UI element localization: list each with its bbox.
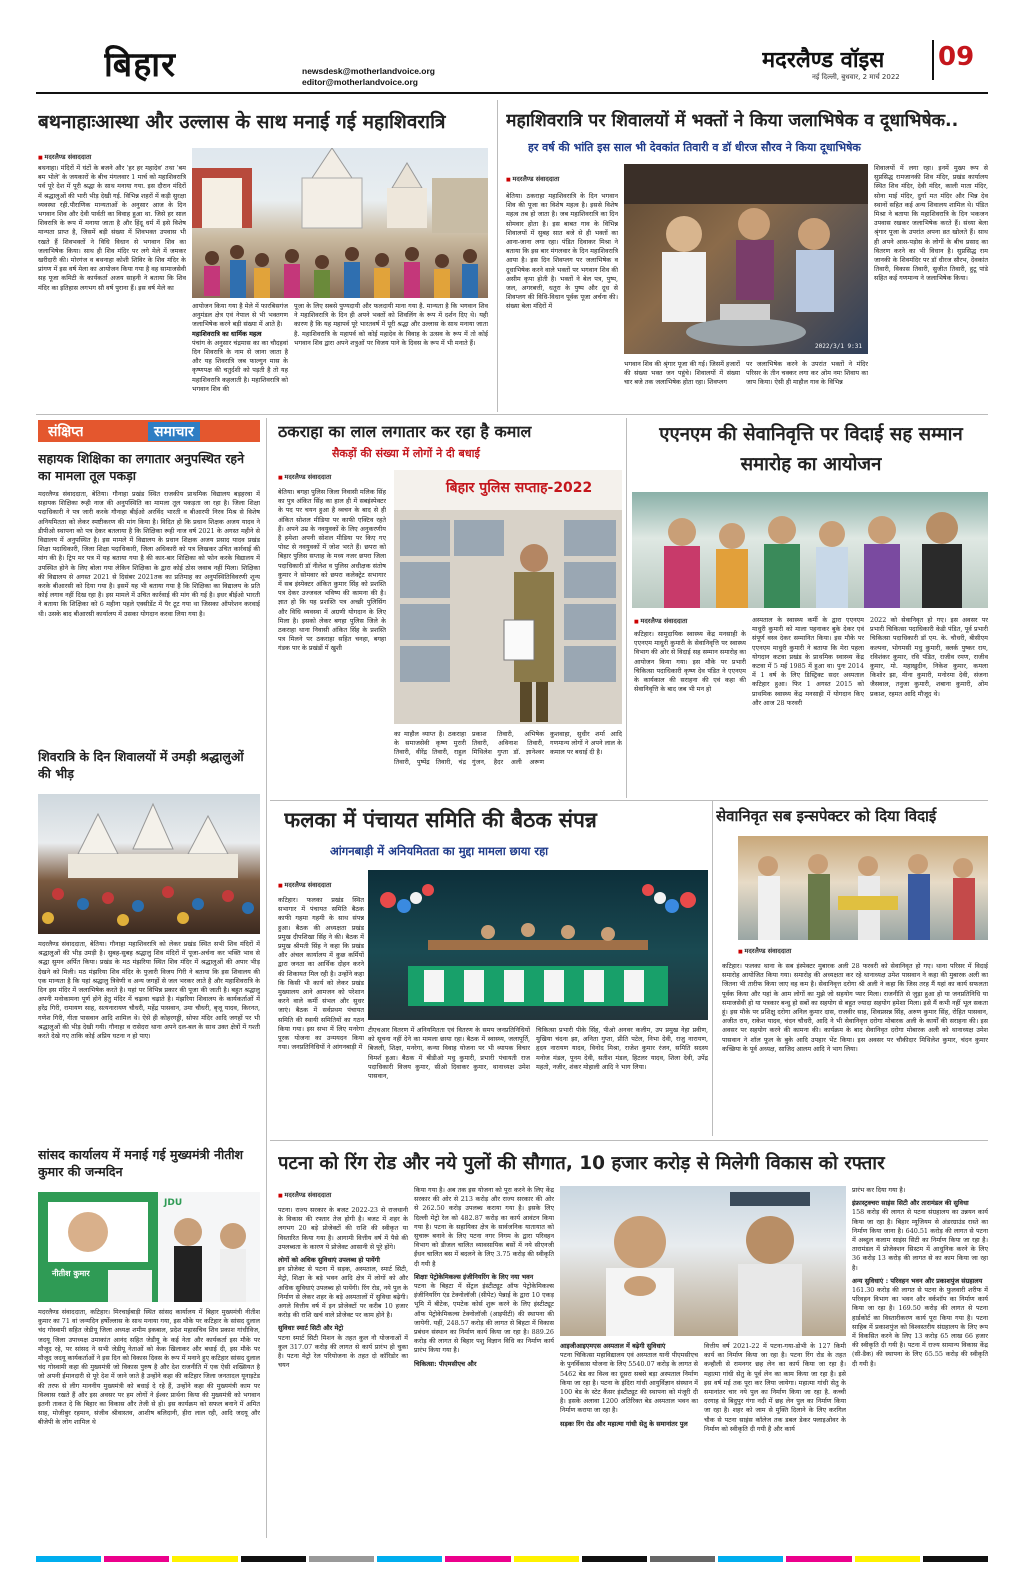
group-photo-illustration bbox=[632, 492, 988, 608]
a7-headline: पटना को रिंग रोड और नये पुलों की सौगात, 10 हजार करोड़ से मिलेगी विकास को रफ्तार bbox=[278, 1153, 885, 1174]
a2-col3: शिवालयों में लगा रहा। इनमें मुख्य रूप से सुप्रसिद्ध रामजानकी शिव मंदिर, प्रखंड कार्यालय स्थित शिव मंदिर, देवी मंदिर, काली माता मंदिर, सोना माई मंदिर, दुर्गा मत मंदिर और भिन्न देव स्थानों सहित कई अन्य शिवालय शामिल थे। पंडित मिश्रा ने बताया कि महाशिवरात्रि के दिन भकजन उपवास रखकर जलाभिषेक करते हैं। संध्या बेला श्रृंगार पूजा के उपरांत अपना व्रत खोलते हैं। साथ ही अपने आस-पड़ोस के लोगों के बीच प्रसाद का वितरण करने का भी विधान है। सुप्रसिद्ध राम जानकी के शिवमंदिर पर डॉ धीरज सौरभ, देवकांत तिवारी, विकास तिवारी, सुजीत तिवारी, हुटू पांडे सहित कई गणमान्य ने जलाभिषेक किया। bbox=[874, 164, 988, 283]
farewell-illustration bbox=[738, 836, 988, 940]
meeting-hall-illustration bbox=[368, 870, 708, 1020]
brief-label2: समाचार bbox=[148, 422, 200, 441]
a7-col2b-text: पटना के बिहटा में सेंट्रल इंस्टीट्यूट ऑफ पेट्रोकेमिकल्स इंजीनियरिंग एंड टेक्नोलॉजी (सीपेट) पेन्नाई के द्वारा 10 एकड़ भूमि में बीटेक, एमटेक कोर्स शुरू करने के लिए इंस्टीट्यूट ऑफ पेट्रोकेमिकल्स टेक्नोलॉजी (आइपीटी) की स्थापना की जायेगी. यहीं, 248.57 करोड़ की लागत से बिहटा में विकास प्रबंधन संस्थान का निर्माण कार्य किया जा रहा है। 889.26 करोड़ की लागत से बिहार पशु विज्ञान विधि का निर्माण कार्य प्रारंभ किया गया है। bbox=[414, 1282, 554, 1355]
a7-sub5: आइजीआइएमएस अस्पताल में बढ़ेगी सुविधाएं bbox=[560, 1342, 666, 1350]
brief-t1: मदरलैण्ड संवाददाता, बेतिया। गौनाहा प्रखंड स्थित राजकीय प्राथमिक विद्यालय बड़हरवा में सहायक शिक्षिका रूही नाज की अनुपस्थिति का मामला तूल पकड़ता जा रहा है। जिला शिक्षा पदाधिकारी ने पत्र जारी करके गौनाहा बीईओ अरविंद भारती व बीआरपी निरव मिश्र से विशेष अनियमितता को लेकर स्पष्टीकरण की मांग किया है। विदित हो कि प्रधान शिक्षक अजय यादव ने डीपीओ स्थापना को पत्र देकर बतलाया है कि शिक्षिका रूही नाज वर्ष 2021 के अगस्त महीने से विद्यालय में अनुपस्थित है। इस मामले में विद्यालय के प्रधान शिक्षक अजय प्रसाद यादव प्रखंड शिक्षा पदाधिकारी, जिला शिक्षा पदाधिकारी, जिला अधिकारी को पत्र लिखकर उचित कार्रवाई की मांग की है। ट्रिप मर पत्र में यह बताया गया है की कार-बार शिक्षिका को फोन करके विद्यालय में उपस्थित होने के लिए बोला गया लेकिन शिक्षिका के द्वारा कोई ठोस जवाब नहीं मिला। शिक्षिका की विद्यालय से अगस्त 2021 से दिसंबर 2021तक का प्रतिमाह का अनुपस्थितिविवरणी शून्य करके बीआरसी को दिया गया है। इसमें यह भी बताया गया है कि शिक्षिका का विद्यालय के प्रति कोई लगाव नहीं दिख रहा है। इस मामले में उचित कार्रवाई की मांग की गई है। इधर बीईओ भारती ने बताया कि शिक्षिका को 6 महीना पहले एक्सीडेंट में पैर टूट गया था जिसका ऑपरेशन करवाई थी। उसके बाद बीआरसी कार्यालय में उसका योगदान करवा लिया गया है। bbox=[38, 490, 260, 618]
a2-subhead: हर वर्ष की भांति इस साल भी देवकांत तिवारी व डॉ धीरज सौरव ने किया दूधाभिषेक bbox=[528, 141, 861, 154]
a1-col2 bbox=[192, 302, 288, 410]
a2-byline: ■ मदरलैण्ड संवाददाता bbox=[506, 174, 559, 183]
a3-left: बेतिया। बगहा पुलिस जिला निवासी मलिक सिंह का पुत्र अंकित सिंह का हाल ही में सबइंस्पेक्टर के पद पर चयन हुआ है व्वचन के बाद से ही अंकित सोशल मीडिया पर काफी एक्टिव रहते हैं। अपने उम्र के नवयुवकों के लिए अनुकरणीय है हमेशा अपनी सोशल मीडिया पर किए गए पोस्ट से नवयुवकों में जोश भरते हैं। छपरा को बिहार पुलिस सप्ताह के मध्य नजर छपरा जिला पदाधिकारी डॉ नीलेश व पुलिस अधीक्षक संतोष कुमार ने सोमवार को छपरा कलेक्ट्रेट सभागार में सब इंस्पेक्टर अंकित कुमार सिंह को प्रशस्ति पत्र देकर उज्जवल भविष्य की कामना की है। ज्ञात हो कि यह प्रशस्ति पत्र अच्छी पुलिसिंग और विधि व्यवस्था में अग्रणी योगदान के लिए मिला है। इसको लेकर बगहा पुलिस जिले के ठकराहा थाना निवासी अंकित सिंह के प्रशस्ति पत्र मिलने पर ठकराहा सहित चनहा, बगहा गंडक पार के प्रखंडों में खुशी bbox=[278, 488, 386, 653]
a7-col2 bbox=[414, 1186, 554, 1536]
a7-col1b-text: इन प्रोजेक्ट से पटना में सड़क, अस्पताल, स्मार्ट सिटी, मेट्रो, शिक्षा के बड़े भवन आदि क्षेत्र में लोगों को और अधिक सुविधाएं उपलब्ध हो पायेंगी। रिंग रोड, नये पुल के निर्माण से लेकर शहर के बड़े अस्पतालों में सुविधा बढ़ेगी। अगले वित्तीय वर्ष में इन प्रोजेक्टों पर करीब 10 हजार करोड़ की राशि खर्च वाले प्रोजेक्ट पर काम होने है। bbox=[278, 1265, 408, 1320]
a7-col3-text: पटना चिकित्सा महाविद्यालय एवं अस्पताल यानी पीएमसीएच के पुनर्विकास योजना के लिए 5540.07 करोड़ के लागत से 5462 बेड का विश्व का दूसरा सबसे बड़ा अस्पताल निर्माण किया जा रहा है। पटना के इंदिरा गांधी आयुर्विज्ञान संस्थान में 100 बेड के स्टेट कैंसर इंस्टीट्यूट की स्थापना को मंजूरी दी है। इसके अलावा 1200 अतिरिक्त बेड अस्पताल भवन का निर्माण कराया जा रहा है। bbox=[560, 1351, 698, 1415]
a5-col3: चिकित्सा प्रभारी पीके सिंह, पीओ अनवर कलीम, उप प्रमुख नेहा प्रवीण, मुखिया चंदना झा, अनिता गुप्ता, प्रीति पटेल, निभा देवी, राजु नारायण, हृदय नारायण यादव, विनोद मिश्रा, राजेश कुमार रंजन, समिति सदस्य मनोज मंडल, पूनम देवी, सतीश मंडल, हिटलर यादव, शिला देवी, उपेंद्र महतो, नजीर, शंकर मोहाली आदि ने भाग लिया। bbox=[536, 1026, 708, 1071]
a6-photo bbox=[738, 836, 988, 940]
divider-brief bbox=[266, 418, 267, 1538]
a4-headline: एएनएम की सेवानिवृत्ति पर विदाई सह सम्मान समारोह का आयोजन bbox=[659, 424, 963, 475]
birthday-event-illustration bbox=[38, 1192, 260, 1302]
masthead-divider bbox=[932, 40, 934, 80]
a4-byline: ■ मदरलैण्ड संवाददाता bbox=[634, 616, 687, 625]
brief-label-bar bbox=[38, 420, 260, 442]
a7-sub1: लोगों को अधिक सुविधाएं उपलब्ध हो पायेंगी bbox=[278, 1256, 380, 1265]
a7-byline: ■ मदरलैण्ड संवाददाता bbox=[278, 1190, 331, 1199]
a3-byline: ■ मदरलैण्ड संवाददाता bbox=[278, 472, 331, 481]
a2-caption2: पर जलाभिषेक करने के उपरांत भक्तों ने मंदिर परिसर के तीन चक्कर लगा कर ओम नमः शिवाय का जाप किया। ऐसी ही माहौल गाव के विभिन्न bbox=[746, 360, 868, 387]
a7-col5 bbox=[852, 1186, 988, 1536]
divider-a5-a6 bbox=[712, 800, 713, 1136]
a6-body: कटिहार। फलका थाना के सब इंस्पेक्टर मुबारक अली 28 फरवरी को सेवानिवृत हो गए। थाना परिसर में विदाई समारोह आयोजित किया गया। समारोह की अध्यक्षता कर रहे थानाध्यक्ष उमेश पासवान ने कहा की मुबारक अली का जितना भी तारीफ किया जाए वह कम है। सेवानिवृत्त दरोगा श्री अली ने कहा कि जिस तरह मैं यहां का कार्य सफलता पूर्वक किया और यहां के आम लोगों का मुझे जो सहयोग प्यार मिला। राजनीति से जुड़ा हुआ हो या जनप्रतिनिधि या समाजसेवी हो या पत्रकार बन्धु हो सबों का सहयोग से बहुत ज्यादा सहयोग हमेशा मिला। इसे मैं कभी नहीं भूल सकता हूं। इस मौके पर प्रशिक्षु दरोगा अनिल कुमार दास, राजवीर साह, शिवप्रसन्न सिंह, अरुण कुमार सिंह, रोहित पासवान, अजीत राय, राकेश यादव, चंदन चौधरी, आदि ने भी सेवानिवृत्त दरोगा मोबारक अली के कार्यों की सराहना की। इस अवसर पर सहयोग करने की कामना की। कार्यक्रम के बाद सेवानिवृत दरोगा मोबारक अली को थानाध्यक्ष उमेश पासवान ने शॉल फूल के बुके आदि उपहार भेंट किया। इस अवसर पर चौकीदार मिथिलेश कुमार, चंदन कुमार कच्छिया के पूर्व अध्यक्ष, साजिद आलम आदि ने भाग लिया। bbox=[722, 962, 988, 1053]
a7-col2-text: किया गया है। अब तक इस योजना को पूरा करने के लिए केंद्र सरकार की ओर से 213 करोड़ और राज्य सरकार की ओर से 262.50 करोड़ उपलब्ध कराया गया है। इसके लिए दिल्ली मेट्रो रेल को 482.87 करोड़ का कार्य आवंटन किया गया है। पटना के सहायिका क्षेत्र के सार्वजनिक यातायात को सुचारू बनाने के लिए पटना नगर निगम के द्वारा परिवहन विभाग को डीजल चालित व्यावसायिक बसों में नये सीएनजी ईंधन चालित बस में बदलने के लिए 3.75 करोड़ की स्वीकृति दी गयी है bbox=[414, 1186, 554, 1268]
brief-photo3 bbox=[38, 1192, 260, 1302]
a7-col5a-text: प्रारंभ कर दिया गया है। bbox=[852, 1186, 906, 1194]
a7-sub3: शिक्षाः पेट्रोकेमिकल्स इंजीनियरिंग के लिए नया भवन bbox=[414, 1272, 534, 1281]
a5-byline: ■ मदरलैण्ड संवाददाता bbox=[278, 880, 331, 889]
a7-col4: वित्तीय वर्ष 2021-22 में पटना-गया-डोभी के 127 किमी कार्य का निर्माण किया जा रहा है। पटना रिंग रोड के तहत कन्हौली से रामनगर छह लेन का कार्य किया जा रहा है। महात्मा गांधी सेतु के पूर्व लेन का काम किया जा रहा है। इसे इस वर्ष मई तक पूरा कर लिया जायेगा। महात्मा गांधी सेतु के समानांतर चार नये पुल का निर्माण किया जा रहा है. कच्ची दरगाह से बिदुपुर गंगा नदी में छह लेन पुल का निर्माण किया जा रहा है। शहर को जाम से मुक्ति दिलाने के लिए करगिल चौक से पटना साइंस कॉलेज तक डबल डेकर फ्लाइओवर के निर्माण को स्वीकृति दी गयी है और कार्य bbox=[704, 1342, 846, 1433]
a1-photo bbox=[192, 148, 488, 298]
section-title: बिहार bbox=[104, 45, 176, 85]
brief-t3: मदरलैण्ड संवाददाता, कटिहार। मिरचाईबाड़ी स्थित सांसद कार्यालय में बिहार मुख्यमंत्री नीतीश कुमार का 71 वां जन्मदिन हर्षोल्लास के साथ मनाया गया, इस मौके पर कटिहार के सांसद दुलाल चंद गोस्वामी सहित जेडीयू जिला अध्यक्ष शमीम इकबाल, प्रदेश महासचिव शिव प्रकाश गांधीविज, जदयू जिला उपाध्यक्ष उमाकांत आनंद सहित जेडीयू के कई नेता और कार्यकर्ता इस मौके पर मौजूद रहे, पर सांसद ने सभी जेडीयू नेताओं को केक खिलाकर और बधाई दी, इस मौके पर मौजूद जदयू कार्यकर्ताओं ने इस दिन को विकास दिवस के रूप में मनाने हुए कटिहार सांसद दुलाल चंद गोस्वामी कहा की मुख्यमंत्री जो विकास पुरुष है और देश राजनीति में एक ऐसी शख्सियत है जो अपनी ईमानदारी से पूरे देश में जाने जाते है उन्होंने कहा की कटिहार जिला जनतादल यूनाइटेड की तरफ से लीग माननीय मुख्यमंत्री को बधाई दे रहे हैं, उन्होंने कहा की मुख्यमंत्री काम पर विश्वास रखते हैं और इस अवसर पर हम लोगों ने ईश्वर प्रार्थना किया की मुख्यमंत्री को भगवान इतनी ताकत दे कि बिहार का विकास और तेजी से हो। इस कार्यक्रम को सफल बनाने में अमित साह, मोजीबुर रहमान, संजीव श्रीवास्तव, आशीष बलिदानी, हीरा लाल रही, आदि जदयू और बीजेपी के लोग शामिल थे bbox=[38, 1308, 260, 1427]
email-block bbox=[302, 66, 435, 88]
temple-festival-illustration bbox=[38, 794, 260, 934]
a2-caption1: भगवान शिव की श्रृंगार पूजा की गई। जिसमें हजारों की संख्या भक्त जन पहुंचे। शिवालयों में संख्या चार बजे तक जलाभिषेक होता रहा। शिवप्लग bbox=[624, 360, 740, 387]
a5-col1: कटिहार। फलका प्रखंड स्थित सभागार में पंचायत समिति बैठक काफी गहमा गहमी के साथ संपन्न हुआ। बैठक की अध्यक्षता प्रखंड प्रमुख दीपशिखा सिंह ने की। बैठक में प्रमुख श्रीमती सिंह ने कहा कि प्रखंड और अंचल कार्यालय में कुछ कर्मियों द्वारा जनता का आर्थिक दोहन करने की शिकायत मिल रही है। उन्होंने कहा कि किसी भी कार्य को लेकर प्रखंड मुख्यालय आने आमजन को परेशान करने वाले कर्मी संभल और सुधर जाएं। बैठक में सर्वप्रथम पंचायत समिति की स्थायी समितियों का गठन किया गया। इस सभा में लिए मनरेगा पूरक योजना का उन्मयदन किया गया। जनप्रतिनिधियों ने आंगनबाड़ी में bbox=[278, 896, 364, 1052]
a1-col2-text: आयोजन किया गया है मेले में फारबिसगंज अनुमंडल क्षेत्र एवं नेपाल से भी भक्तगण जलाभिषेक करने बड़ी संख्या में आते है। bbox=[192, 302, 288, 329]
a3-bottom: का माहौल व्याप्त है। ठकराहा के समाजसेवी कृष्ण मुरारी तिवारी, वीरेंद्र तिवारी, राहुल तिवारी, पुष्पेंद्र तिवारी, चंद्र प्रकाश तिवारी, अभिषेक तिवारी, अविनाश तिवारी, मिथिलेश गुप्ता डॉ. ज्ञानेश्वर गुंजन, हैदर अली अरूण कुशवाहा, सुधीर शर्मा आदि गणमान्य लोगों ने अपने लाल के कमाल पर बधाई दी है। bbox=[394, 730, 622, 766]
a7-sub2: सुविधाः स्मार्ट सिटी और मेट्रो bbox=[278, 1324, 344, 1333]
temple-crowd-illustration bbox=[192, 148, 488, 298]
a7-col1 bbox=[278, 1206, 408, 1536]
poster-text: नीतीश कुमार bbox=[52, 1269, 90, 1278]
a4-photo bbox=[632, 492, 988, 608]
politicians-illustration bbox=[560, 1186, 846, 1336]
a5-headline: फलका में पंचायत समिति की बैठक संपन्न bbox=[284, 808, 597, 832]
divider-row3 bbox=[270, 1140, 988, 1141]
a1-headline: बथनाहाःआस्था और उल्लास के साथ मनाई गई महाशिवरात्रि bbox=[38, 111, 446, 133]
a1-byline: ■ मदरलैण्ड संवाददाता bbox=[38, 152, 91, 161]
divider-a3-a4 bbox=[626, 418, 627, 798]
brief-label1: संक्षिप्त bbox=[48, 424, 84, 440]
divider-row2 bbox=[270, 800, 988, 801]
a7-col1c-text: पटना स्मार्ट सिटी मिशन के तहत कुल नौ योजनाओं में कुल 317.07 करोड़ की लागत से कार्य प्रारंभ हो चुका है। पटना मेट्रो रेल परियोजना के तहत दो कॉरिडोर का चयन bbox=[278, 1333, 408, 1370]
a2-col1: बेतिया। ठकराहा महाशिवरात्रि के दिन भगवान शिव की पूजा का विशेष महत्व है। इससे विशेष महत्व तब हो जाता है। जब महाशिवरात्रि का दिन सोमवार होता है। इस बाबत गाव के विभिन्न शिवालयों में सुबह सात बजे से ही भक्तों का आना-जाना लगा रहा। पंडित दिवाकर मिश्रा ने बताया कि इस बार मंगलवार के दिन महाशिवरात्रि आया है। इस दिन शिवप्लग पर जलाभिषेक व दूधाभिषेक करने वाले भक्तों पर भगवान शिव की असीम कृपा होती है। भक्तों ने बेल पत्र, पुष्प, जल, अगरबत्ती, धतूरा के पुष्प और दूध से शिवप्लग की विधि-विधान पूर्वक पूजा अर्चना की। संख्या बेला मंदिरों में bbox=[506, 192, 618, 311]
a5-photo bbox=[368, 870, 708, 1020]
a7-col1-text: पटना। राज्य सरकार के बजट 2022-23 से राजधानी के विकास की रफ्तार तेज होगी है। बजट में शहर के लगभग 20 बड़े प्रोजेक्टों की राशि की स्वीकृत या विस्तारित किया गया है। आगामी वित्तीय वर्ष में पैसे की उपलब्धता के कारण ये प्रोजेक्ट आसानी से पूरे होंगे। bbox=[278, 1206, 408, 1251]
brief-t2: मदरलैण्ड संवाददाता, बेतिया। गौनाहा महाशिवरात्रि को लेकर प्रखंड स्थित सभी शिव मंदिरों में श्रद्धालुओं की भीड़ उमड़ी है। सुबह-सुबह श्रद्धालु शिव मंदिरों में पूजा-अर्चना कर भक्ति भाव से श्रद्धा सुमन अर्पित किया। प्रखंड के मठ मंझरिया स्थित शिव मंदिर में श्रद्धालुओं की अपार भीड़ देखने को मिली। मठ मंझरिया शिव मंदिर के पुजारी विजय गिरी ने बताया कि इस शिवालय की एक मान्यता है कि यहां श्रद्धालु त्रिवेणी व अन्य जगहों से जल भरकर लाते है और महाशिवरात्रि के दिन इस मंदिर में जलाभिषेक करते है। यहां पर विभिन्न प्रकार की पूजा की जाती है। बहुत श्रद्धालु अपनी मनोकामना पूर्ण होने हेतु मंदिर में चढ़ावा चढ़ाते है। मंझरिया शिवालय के कार्यकर्ताओं में हरेंद्र गिरी, रामायण साह, सत्यनारायण चौधरी, महेंद्र पासवान, उमा चौधरी, बृजू यादव, किरनत, गणेश गिरी, गीता पासवान आदि शामिल थे। ऐसे ही कोहरगड्डी, सोफा मंदिर आदि जगहों पर भी श्रद्धालुओं की भीड़ देखी गयी। गौनाहा व रासेदरा थाना अपने दल-बल के साथ उक्त क्षेत्रों में गश्ती करते देखे गए ताकि कोई अप्रिय घटना न हो पाए। bbox=[38, 940, 260, 1041]
a5-col2: टीएचआर वितरण में अनियमितता एवं वितरण के समय जनप्रतिनिधियों को सूचना नहीं देने का मामला छाया रहा। बैठक में स्वास्थ्य, जलापूर्ति, बिजली, शिक्षा, मनरेगा, कन्या विवाह योजना पर भी व्यापक विचार विमर्श हुआ। बैठक में बीडीओ मधु कुमारी, प्रभारी पंचायती राज पदाधिकारी विजय कुमार, सीओ दिवाकर कुमार, थानाध्यक्ष उमेश पासवान, bbox=[368, 1026, 530, 1081]
a2-photo bbox=[624, 164, 868, 354]
a7-col5-text: 158 करोड़ की लागत से पटना संग्रहालय का उन्नयन कार्य किया जा रहा है। बिहार म्यूजियम से अंडरग्राउंड रास्ते का निर्माण किया जाना है। 640.51 करोड़ की लागत से पटना में अब्दुल कलाम साइंस सिटी का निर्माण किया जा रहा है। तारामंडल में प्रोजेक्शन सिस्टम में आधुनिक करने के लिए 36 करोड़ 13 करोड़ की लागत से का काम किया जा रहा है। bbox=[852, 1208, 988, 1272]
a7-sub7: इंफ्रास्ट्रक्चरः साइंस सिटी और तारामंडल की सुविधा bbox=[852, 1199, 969, 1208]
a1-subhead: महाशिवरात्रि का धार्मिक महत्व bbox=[192, 329, 262, 338]
masthead-rule bbox=[36, 92, 988, 94]
a7-col3 bbox=[560, 1342, 698, 1536]
a2-headline: महाशिवरात्रि पर शिवालयों में भक्तों ने किया जलाभिषेक व दूधाभिषेक.. bbox=[506, 111, 959, 131]
brief-photo2 bbox=[38, 794, 260, 934]
a6-byline: ■ मदरलैण्ड संवाददाता bbox=[738, 946, 791, 955]
a4-col1: कटिहार। सामुदायिक स्वास्थ्य केंद्र मनसाही के एएनएम माधुरी कुमारी के सेवानिवृत्ति पर स्वास्थ्य विभाग की ओर से विदाई सह सम्मान समारोह का आयोजन किया गया। इस मौके पर प्रभारी चिकित्सा पदाधिकारी कृष्ण देव पंडित ने एएनएम के कार्यकाल की सराहना की एवं कहा की सेवानिवृत्ति के बाद जब भी मन हो bbox=[634, 630, 746, 694]
a3-banner: बिहार पुलिस सप्ताह-2022 bbox=[446, 480, 593, 496]
brief-h1: सहायक शिक्षिका का लगातार अनुपस्थित रहने का मामला तूल पकड़ा bbox=[38, 451, 245, 483]
divider-a1-a2 bbox=[497, 100, 498, 412]
brief-h2: शिवरात्रि के दिन शिवालयों में उमड़ी श्रद्धालुओं की भीड़ bbox=[38, 749, 244, 781]
email-newsdesk[interactable]: newsdesk@motherlandvoice.org bbox=[302, 66, 435, 76]
a4-col2: अस्पताल के स्वास्थ्य कर्मी के द्वारा एएनएम माधुरी कुमारी को माला पहनाकर बुके देकर एवं संपूर्ण वस्त्र देकर सम्मानित किया। इस मौके पर एएनएम माधुरी कुमारी ने बताया कि मेरा पहला योगदान कटवा प्रखंड के प्राथमिक स्वास्थ्य केंद्र कटवा में 5 मई 1985 में हुआ था। पुनः 2014 में 1 वर्ष के लिए डिस्ट्रिक्ट सदर अस्पताल कटिहार हुआ। फिर 1 अगस्त 2015 को प्राथमिक स्वास्थ्य केंद्र मनसाही में योगदान किए और आज 28 फरवरी bbox=[752, 616, 864, 707]
a7-col5b-text: 161.30 करोड़ की लागत से पटना के फुलवारी शरीफ में परिवहन विभाग का भवन और वर्कशॉप का निर्माण कार्य किया जा रहा है। 169.50 करोड़ की लागत से पटना हार्डकोर्ट का विस्तारीकरण कार्य पूरा किया गया है। पटना साहिब में प्रकाशपुंज को विश्वस्तरीय संग्रहालय के लिए रूप में विकसित करने के लिए 13 करोड़ 65 लाख 66 हजार की स्वीकृति दी गयी है। पटना में राज्य सामान्य विकास केंद्र (सी-डैक) की स्थापना के लिए 65.55 करोड़ की स्वीकृति दी गयी है। bbox=[852, 1286, 988, 1368]
a3-headline: ठकराहा का लाल लगातार कर रहा है कमाल bbox=[278, 422, 532, 441]
dateline: नई दिल्ली, बुधवार, 2 मार्च 2022 bbox=[812, 73, 900, 81]
a1-col1: बथनाहा। मंदिरों में घंटों के बजने और 'हर हर महादेव' तथा 'बम बम भोले' के जयकारों के बीच मंगलवार 1 मार्च को महाशिवरात्रि पर्व पूरे देश में पूरी श्रद्धा के साथ मनाया गया. इस दौरान मंदिरों में श्रद्धालुओं की भारी भीड़ देखी गई. विभिन्न शहरों में कड़ी सुरक्षा व्यवस्था रही.पौराणिक मान्यताओं के अनुसार आज के दिन भगवान शिव और देवी पार्वती का विवाह हुआ था. जिसे हर साल शिवरात्रि के रूप में मनाया जाता है और हिंदू धर्म में इसे विशेष मान्यता प्राप्त है, जिसमें बड़ी संख्या में शिवभक्त उपवास भी रखते हैं शिवभक्तों ने विधि विधान से भगवान शिव का जलाभिषेक किया। साथ ही शिव मंदिर पर लगे मेले में जमकर खरीदारी की। मोरगंज व बथनाहा कोशी शिविर के शिव मंदिर के प्रांगण में इस वर्ष मेला का आयोजन किया गया है वह सामाजसेवी सह पूजा कमिटी के कार्यकर्ता अजय साहनी ने बताया कि शिव मंदिर का इतिहास लगभग सौ वर्ष पुराना हैं। इस वर्ष मेले का bbox=[38, 164, 186, 292]
a1-col2b-text: पंचांग के अनुसार चंद्रमास का का चौदहवां दिन शिवरात्रि के नाम से जाना जाता है और यह शिवरात्रि जब फाल्गुन मास के कृष्णपक्ष की चतुर्दशी को पड़ती है तो यह महाशिवरात्रि कहलाती है। महाशिवरात्रि को भगवान शिव की bbox=[192, 338, 288, 393]
registration-bar bbox=[36, 1556, 988, 1562]
a4-col3: 2022 को सेवानिवृत हो गए। इस अवसर पर प्रभारी चिकित्सा पदाधिकारी केडी पंडित, पूर्व प्रभारी चिकित्सा पदाधिकारी डॉ एम. के. चौधरी, बीसीएम कल्पना, भोगमसी मधु कुमारी, क्लर्क पुष्कर राय, रविशंकर कुमार, रवि पंडित, राजीव रमण, राजीव कुमार, मो. महाखुदीन, निकेश कुमार, कमला किशोर झा, मीना कुमारी, मनोरमा देवी, संजना जैसवाल, तनुजा कुमारी, शबाना कुमारी, ओम प्रकाश, रहमत आदि मौजूद थे। bbox=[870, 616, 988, 698]
a6-headline: सेवानिवृत सब इन्सपेक्टर को दिया विदाई bbox=[716, 807, 937, 825]
brief-h3: सांसद कार्यालय में मनाई गई मुख्यमंत्री नीतीश कुमार की जन्मदिन bbox=[38, 1147, 244, 1179]
a7-sub8: अन्य सुविधाएं : परिवहन भवन और प्रकाशपुंज संग्रहालय bbox=[852, 1276, 983, 1285]
a5-subhead: आंगनबाड़ी में अनियमितता का मुद्दा मामला छाया रहा bbox=[330, 844, 549, 858]
jdu-badge: JDU bbox=[164, 1198, 183, 1208]
police-award-illustration bbox=[394, 470, 622, 724]
a7-sub4: चिकित्सा: पीएमसीएच और bbox=[414, 1359, 477, 1368]
a3-photo bbox=[394, 470, 622, 724]
a7-photo bbox=[560, 1186, 846, 1336]
photo-timestamp: 2022/3/1 9:31 bbox=[815, 343, 862, 350]
paper-name: मदरलैण्ड वॉइस bbox=[762, 48, 885, 73]
a3-subhead: सैकड़ों की संख्या में लोगों ने दी बधाई bbox=[332, 447, 480, 460]
devotees-illustration bbox=[624, 164, 868, 354]
a1-col3: पूजा के लिए सबसे पुण्यदायी और फलदायी माना गया है. मान्यता है कि भगवान शिव ने महाशिवरात्रि के दिन ही अपने भक्तों को शिवलिंग के रूप में दर्शन दिए थे। यही कारण है कि यह महापर्व पूरे भारतवर्ष में पूरी श्रद्धा और उल्लास के साथ मनाया जाता है. महाशिवरात्रि के महापर्व को कोई महादेव के विवाह के उत्सव के रूप में तो कोई भगवान शिव द्वारा अपने शत्रुओं पर विजय पाने के दिवस के रूप में भी मनाते हैं। bbox=[294, 302, 488, 347]
a7-sub6: सड़कः रिंग रोड और महात्मा गांधी सेतु के समानांतर पुल bbox=[560, 1419, 688, 1428]
page-number: 09 bbox=[938, 42, 975, 72]
email-editor[interactable]: editor@motherlandvoice.org bbox=[302, 77, 418, 87]
divider-row1 bbox=[36, 414, 988, 415]
